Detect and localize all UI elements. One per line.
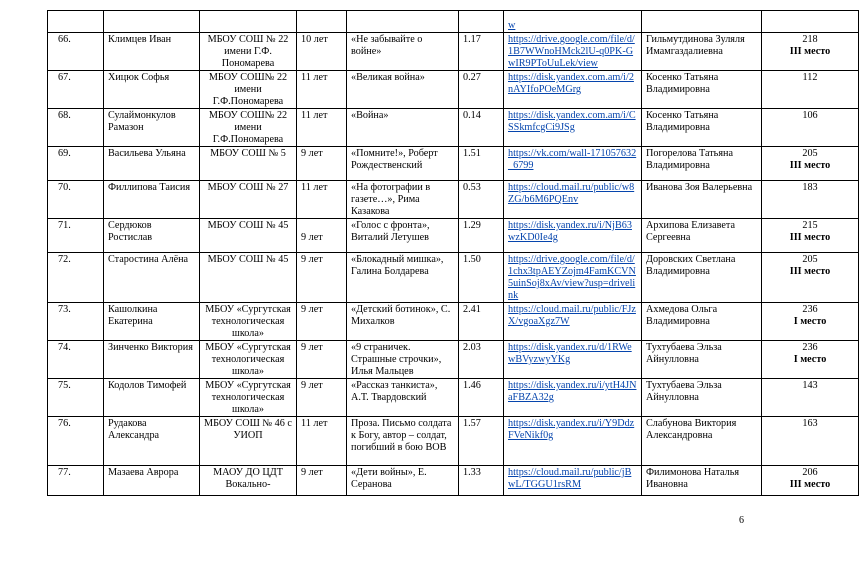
video-link[interactable]: https://cloud.mail.ru/public/w8ZG/b6M6PQEnv [508,182,635,205]
duration: 0.53 [463,182,481,193]
participant-age: 11 лет [301,110,328,121]
participant-age: 11 лет [301,72,328,83]
place-award: III место [789,46,831,57]
table-row [48,109,859,147]
work-title: Проза. Письмо солдата к Богу, автор – солдат, погибший в бою ВОВ [351,418,452,453]
duration: 1.17 [463,34,481,45]
row-number: 75. [58,380,71,391]
row-number: 66. [58,34,71,45]
work-title: «9 страничек. Страшные строчки», Илья Мальцев [351,342,442,377]
school-name: МБОУ СОШ № 46 с УИОП [204,418,292,441]
duration: 1.51 [463,148,481,159]
participant-age: 9 лет [301,467,323,478]
row-number: 67. [58,72,71,83]
video-link[interactable]: https://disk.yandex.ru/i/Y9DdzFVeNikf0g [508,418,635,441]
table-row [48,466,859,496]
table-row [48,181,859,219]
row-number: 72. [58,254,71,265]
score-value: 205 [802,254,818,265]
table-row [48,253,859,303]
work-title: «Дети войны», Е. Серанова [351,467,427,490]
school-name: МБОУ СОШ№ 22 имени Г.Ф.Пономарева [208,110,288,145]
table-row [48,341,859,379]
duration: 2.03 [463,342,481,353]
table-row [48,303,859,341]
duration: 1.33 [463,467,481,478]
participant-name: Хицюк Софья [108,72,170,83]
video-link[interactable]: https://disk.yandex.ru/d/1RWewBVyzwyYKg [508,342,632,365]
duration: 1.46 [463,380,481,391]
participant-age: 11 лет [301,418,328,429]
participant-name: Кодолов Тимофей [108,380,187,391]
teacher-name: Филимонова Наталья Ивановна [646,467,740,490]
teacher-name: Слабунова Виктория Александровна [646,418,737,441]
participant-name: Мазаева Аврора [108,467,179,478]
work-title: «Помните!», Роберт Рождественский [351,148,438,171]
teacher-name: Тухтубаева Эльза Айнулловна [646,380,722,403]
duration: 1.57 [463,418,481,429]
teacher-name: Погорелова Татьяна Владимировна [646,148,733,171]
teacher-name: Иванова Зоя Валерьевна [646,182,753,193]
participant-name: Старостина Алёна [108,254,189,265]
participant-name: Сердюков Ростислав [108,220,153,243]
work-title: «Детский ботинок», С. Михалков [351,304,451,327]
duration: 0.27 [463,72,481,83]
score-value: 112 [802,72,818,83]
participant-age: 9 лет [301,148,323,159]
score-value: 183 [802,182,818,193]
video-link[interactable]: https://disk.yandex.ru/i/NjB63wzKD0Ie4g [508,220,632,243]
participant-name: Рудакова Александра [108,418,160,441]
participant-age: 9 лет [301,380,323,391]
row-number: 71. [58,220,71,231]
place-award: III место [789,266,831,277]
school-name: МБОУ СОШ№ 22 имени Г.Ф.Пономарева [208,72,288,107]
work-title: «Рассказ танкиста», А.Т. Твардовский [351,380,438,403]
teacher-name: Тухтубаева Эльза Айнулловна [646,342,722,365]
work-title: «Блокадный мишка», Галина Болдарева [351,254,444,277]
participant-age: 10 лет [301,34,328,45]
participant-age: 9 лет [301,254,323,265]
place-award: III место [789,479,831,490]
score-value: 143 [802,380,818,391]
table-row [48,33,859,71]
work-title: «Война» [351,110,389,121]
table-row [48,417,859,466]
table-row-top [48,11,859,33]
row-number: 73. [58,304,71,315]
score-value: 205 [802,148,818,159]
place-award: III место [789,160,831,171]
participant-age: 11 лет [301,182,328,193]
school-name: МБОУ СОШ № 45 [207,220,289,231]
score-value: 106 [802,110,818,121]
duration: 2.41 [463,304,481,315]
work-title: «Голос с фронта», Виталий Летушев [351,220,430,243]
participant-age: 9 лет [301,304,323,315]
school-name: МБОУ СОШ № 5 [210,148,286,159]
video-link[interactable]: https://vk.com/wall-171057632_6799 [508,148,637,171]
teacher-name: Доровских Светлана Владимировна [646,254,736,277]
row-number: 74. [58,342,71,353]
table-row [48,147,859,181]
score-value: 236 [802,342,818,353]
video-link[interactable]: https://drive.google.com/file/d/1chx3tpAEYZojm4FamKCVN5uinSoj8xAv/view?usp=drivelink [508,254,636,301]
work-title: «Не забывайте о войне» [351,34,423,57]
participant-name: Сулаймонкулов Рамазон [108,110,176,133]
score-value: 206 [802,467,818,478]
score-value: 215 [802,220,818,231]
work-title: «На фотографии в газете…», Рима Казакова [351,182,431,217]
table-row [48,71,859,109]
results-table [47,10,859,496]
row-number: 69. [58,148,71,159]
work-title: «Великая война» [351,72,425,83]
teacher-name: Гильмутдинова Зуляля Имамгаздалиевна [646,34,745,57]
participant-age: 9 лет [301,232,323,243]
score-value: 218 [802,34,818,45]
video-link[interactable]: https://cloud.mail.ru/public/jBwL/TGGU1rsRM [508,467,632,490]
school-name: МБОУ СОШ № 27 [207,182,289,193]
place-award: I место [793,316,827,327]
table-row [48,219,859,253]
duration: 1.50 [463,254,481,265]
participant-name: Климцев Иван [108,34,172,45]
school-name: МБОУ СОШ № 22 имени Г.Ф. Пономарева [207,34,289,69]
video-link-tail[interactable]: w [508,20,516,31]
row-number: 76. [58,418,71,429]
duration: 1.29 [463,220,481,231]
duration: 0.14 [463,110,481,121]
row-number: 70. [58,182,71,193]
place-award: I место [793,354,827,365]
teacher-name: Косенко Татьяна Владимировна [646,110,719,133]
school-name: МАОУ ДО ЦДТ Вокально- [213,467,283,490]
teacher-name: Косенко Татьяна Владимировна [646,72,719,95]
participant-age: 9 лет [301,342,323,353]
school-name: МБОУ «Сургутская технологическая школа» [205,380,291,415]
participant-name: Зинченко Виктория [108,342,193,353]
row-number: 77. [58,467,71,478]
row-number: 68. [58,110,71,121]
video-link[interactable]: https://disk.yandex.com.am/i/2nAYIfoPOeMGrg [508,72,634,95]
page-number: 6 [739,515,744,526]
video-link[interactable]: https://cloud.mail.ru/public/FJzX/vgoaXgz7W [508,304,636,327]
participant-name: Кашолкина Екатерина [108,304,158,327]
video-link[interactable]: https://drive.google.com/file/d/1B7WWnoHMck2lU-q0PK-GwIR9PToUuLek/view [508,34,635,69]
teacher-name: Ахмедова Ольга Владимировна [646,304,718,327]
participant-name: Филлипова Таисия [108,182,191,193]
participant-name: Васильева Ульяна [108,148,186,159]
teacher-name: Архипова Елизавета Сергеевна [646,220,735,243]
school-name: МБОУ СОШ № 45 [207,254,289,265]
place-award: III место [789,232,831,243]
school-name: МБОУ «Сургутская технологическая школа» [205,304,291,339]
score-value: 163 [802,418,818,429]
video-link[interactable]: https://disk.yandex.ru/i/ytH4JNaFBZA32g [508,380,637,403]
table-row [48,379,859,417]
school-name: МБОУ «Сургутская технологическая школа» [205,342,291,377]
score-value: 236 [802,304,818,315]
video-link[interactable]: https://disk.yandex.com.am/i/CSSkmfcgCi9JSg [508,110,636,133]
